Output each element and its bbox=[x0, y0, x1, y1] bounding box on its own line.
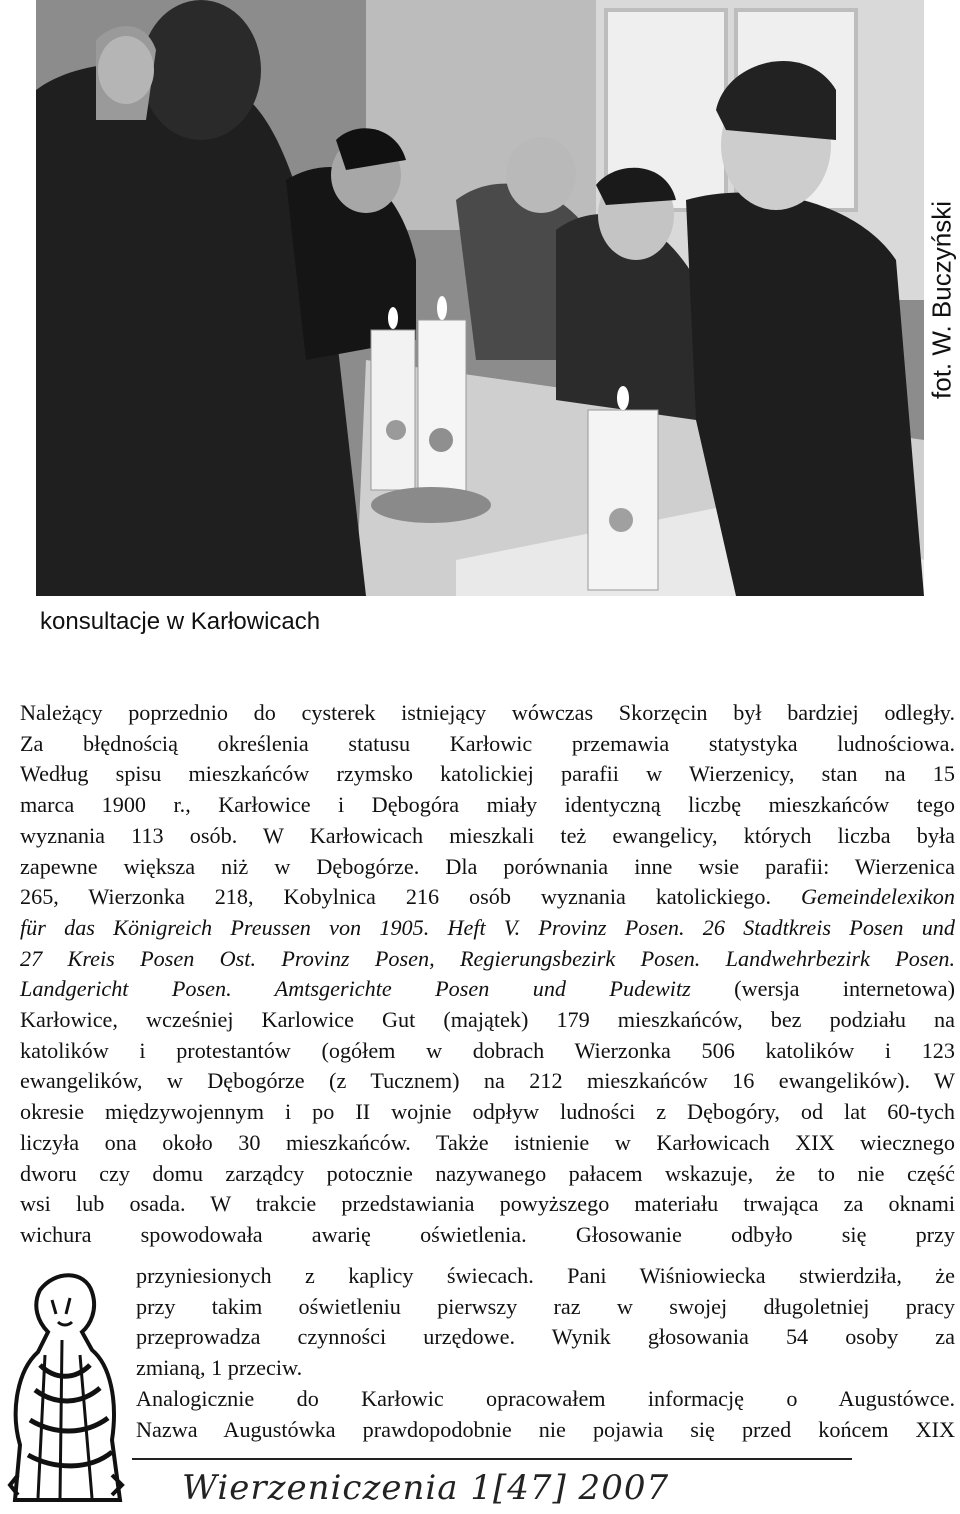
photo-caption: konsultacje w Karłowicach bbox=[40, 608, 321, 635]
article-body bbox=[20, 698, 955, 1251]
text-line bbox=[136, 1384, 955, 1415]
text-line bbox=[136, 1353, 955, 1384]
carved-figure-illustration bbox=[0, 1270, 130, 1510]
text-run: Należący poprzednio do cysterek istniejący wówczas Skorzęcin był bardziej odległy. bbox=[20, 700, 955, 725]
text-line bbox=[136, 1261, 955, 1292]
text-line bbox=[20, 1036, 955, 1067]
text-run: Według spisu mieszkańców rzymsko katolickiej parafii w Wierzenicy, stan na 15 bbox=[20, 761, 955, 787]
text-line bbox=[20, 821, 955, 852]
article-body-continued bbox=[136, 1261, 955, 1445]
text-run: wyznania 113 osób. W Karłowicach mieszkali też ewangelicy, których liczba była bbox=[20, 822, 955, 848]
text-run: 265, Wierzonka 218, Kobylnica 216 osób wyznania katolickiego. bbox=[20, 884, 801, 910]
text-line bbox=[20, 944, 955, 975]
text-line bbox=[20, 1189, 955, 1220]
text-run: liczyła ona około 30 mieszkańców. Także istnienie w Karłowicach XIX wiecznego bbox=[20, 1129, 955, 1155]
figurine-icon bbox=[0, 1270, 130, 1510]
text-line bbox=[20, 1005, 955, 1036]
text-run: dworu czy domu zarządcy potocznie nazywanego pałacem wskazuje, że to nie część bbox=[20, 1160, 955, 1186]
text-line bbox=[136, 1292, 955, 1323]
footer-rule bbox=[132, 1458, 852, 1460]
text-line bbox=[20, 882, 955, 913]
photo-credit bbox=[924, 0, 960, 600]
text-line bbox=[20, 852, 955, 883]
text-run: Analogicznie do Karłowic opracowałem informację o Augustówce. bbox=[136, 1385, 955, 1411]
text-run: przy takim oświetleniu pierwszy raz w swojej długoletniej pracy bbox=[136, 1293, 955, 1319]
text-run: Za błędnością określenia statusu Karłowic przemawia statystyka ludnościowa. bbox=[20, 730, 955, 756]
text-line bbox=[20, 1220, 955, 1251]
text-line bbox=[20, 913, 955, 944]
text-line bbox=[20, 1097, 955, 1128]
text-run: wsi lub osada. W trakcie przedstawiania powyższego materiału trwająca za oknami bbox=[20, 1191, 955, 1217]
text-run: przyniesionych z kaplicy świecach. Pani Wiśniowiecka stwierdziła, że bbox=[136, 1263, 955, 1288]
text-run: Nazwa Augustówka prawdopodobnie nie pojawia się przed końcem XIX bbox=[136, 1416, 955, 1442]
italic-text: Gemeindelexikon bbox=[800, 884, 955, 910]
italic-text: 27 Kreis Posen Ost. Provinz Posen, Regierungsbezirk Posen. Landwehrbezirk Posen. bbox=[20, 945, 955, 971]
text-run: przeprowadza czynności urzędowe. Wynik głosowania 54 osoby za bbox=[136, 1324, 955, 1350]
text-run: katolików i protestantów (ogółem w dobrach Wierzonka 506 katolików i 123 bbox=[20, 1037, 955, 1063]
footer-title: Wierzeniczenia 1[47] 2007 bbox=[182, 1468, 670, 1508]
text-line bbox=[20, 729, 955, 760]
text-line bbox=[20, 1159, 955, 1190]
text-run: ewangelików, w Dębogórze (z Tucznem) na 212 mieszkańców 16 ewangelików). W bbox=[20, 1068, 955, 1094]
text-run: (wersja internetowa) bbox=[690, 976, 955, 1002]
photo-credit-text: fot. W. Buczyński bbox=[926, 201, 957, 399]
text-line bbox=[136, 1322, 955, 1353]
text-run: zapewne większa niż w Dębogórze. Dla porównania inne wsie parafii: Wierzenica bbox=[20, 853, 955, 879]
text-line bbox=[20, 1128, 955, 1159]
text-run: wichura spowodowała awarię oświetlenia. Głosowanie odbyło się przy bbox=[20, 1221, 955, 1247]
text-line bbox=[20, 790, 955, 821]
text-line bbox=[136, 1415, 955, 1446]
text-run: zmianą, 1 przeciw. bbox=[136, 1355, 303, 1381]
text-line bbox=[20, 974, 955, 1005]
text-run: marca 1900 r., Karłowice i Dębogóra miały identyczną liczbę mieszkańców tego bbox=[20, 792, 955, 818]
text-run: Karłowice, wcześniej Karlowice Gut (majątek) 179 mieszkańców, bez podziału na bbox=[20, 1007, 955, 1033]
photo-scene bbox=[36, 0, 924, 596]
text-run: okresie międzywojennym i po II wojnie odpływ ludności z Dębogóry, od lat 60-tych bbox=[20, 1099, 955, 1125]
text-line bbox=[20, 1066, 955, 1097]
text-line bbox=[20, 698, 955, 729]
italic-text: Landgericht Posen. Amtsgerichte Posen und Pudewitz bbox=[20, 976, 691, 1002]
text-line bbox=[20, 759, 955, 790]
photo bbox=[36, 0, 924, 596]
italic-text: für das Königreich Preussen von 1905. Heft V. Provinz Posen. 26 Stadtkreis Posen und bbox=[20, 914, 955, 940]
